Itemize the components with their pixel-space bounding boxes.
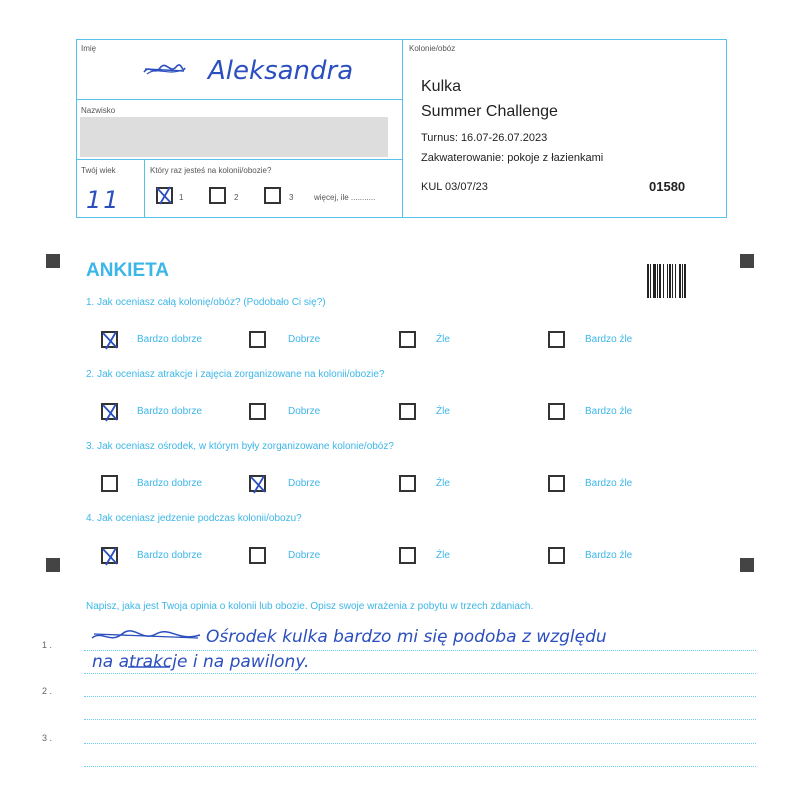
question-1-text: 1. Jak oceniasz całą kolonię/obóz? (Podobało Ci się?) (86, 297, 326, 308)
question-3-option-label-1: Bardzo dobrze (137, 478, 203, 489)
times-option-2: 2 (234, 193, 239, 202)
answer-line-2a (84, 696, 756, 697)
answer-text-line1[interactable]: Ośrodek kulka bardzo mi się podoba z względu (206, 627, 607, 647)
registration-mark-bottom-left (46, 558, 60, 572)
times-option-more: więcej, ile ........... (314, 193, 376, 202)
header-divider-surname (76, 159, 402, 160)
question-1-checkbox-2[interactable] (249, 331, 266, 348)
times-option-1: 1 (179, 193, 184, 202)
answer-line-3a (84, 743, 756, 744)
question-4-option-label-2: Dobrze (288, 550, 321, 561)
header-divider-name (76, 99, 402, 100)
name-scribble (142, 62, 186, 78)
question-2-text: 2. Jak oceniasz atrakcje i zajęcia zorganizowane na kolonii/obozie? (86, 369, 385, 380)
camp-name-line2: Summer Challenge (421, 103, 558, 120)
camp-turnus: Turnus: 16.07-26.07.2023 (421, 132, 548, 144)
question-2-check-mark (98, 400, 122, 424)
answer-line-2b (84, 719, 756, 720)
answer-strike-scribble (90, 628, 202, 646)
line-number-3: 3 . (42, 733, 53, 743)
question-3-option-label-2: Dobrze (288, 478, 321, 489)
question-3-option-label-3: Źle (436, 478, 450, 489)
camp-code: KUL 03/07/23 (421, 181, 488, 193)
question-2-checkbox-3[interactable] (399, 403, 416, 420)
question-2-option-label-1: Bardzo dobrze (137, 406, 203, 417)
question-1-option-label-4: Bardzo źle (585, 334, 633, 345)
times-label: Który raz jesteś na kolonii/obozie? (150, 166, 272, 175)
question-3-checkbox-4[interactable] (548, 475, 565, 492)
camp-number: 01580 (649, 179, 686, 194)
question-4-option-label-4: Bardzo źle (585, 550, 633, 561)
question-1-option-label-1: Bardzo dobrze (137, 334, 203, 345)
question-4-option-label-1: Bardzo dobrze (137, 550, 203, 561)
age-value[interactable]: 11 (86, 186, 121, 214)
surname-label: Nazwisko (81, 106, 116, 115)
times-checkbox-2[interactable] (209, 187, 226, 204)
question-1-checkbox-4[interactable] (548, 331, 565, 348)
question-3-text: 3. Jak oceniasz ośrodek, w którym były zorganizowane kolonie/obóz? (86, 441, 394, 452)
question-2-option-label-3: Źle (436, 406, 450, 417)
registration-mark-top-right (740, 254, 754, 268)
answer-text-line2[interactable]: na atrakcje i na pawilony. (92, 652, 310, 672)
question-4-checkbox-3[interactable] (399, 547, 416, 564)
question-4-checkbox-2[interactable] (249, 547, 266, 564)
answer-line-1a (84, 650, 756, 651)
times-check-mark (153, 184, 175, 206)
name-label: Imię (81, 44, 97, 53)
question-2-checkbox-4[interactable] (548, 403, 565, 420)
times-option-3: 3 (289, 193, 294, 202)
answer-line-3b (84, 766, 756, 767)
question-4-text: 4. Jak oceniasz jedzenie podczas kolonii/obozu? (86, 513, 302, 524)
question-2-checkbox-2[interactable] (249, 403, 266, 420)
question-3-check-mark (246, 472, 270, 496)
registration-mark-bottom-right (740, 558, 754, 572)
survey-title: ANKIETA (86, 260, 170, 281)
question-1-checkbox-3[interactable] (399, 331, 416, 348)
camp-accommodation: Zakwaterowanie: pokoje z łazienkami (421, 152, 604, 164)
opinion-prompt: Napisz, jaka jest Twoja opinia o kolonii lub obozie. Opisz swoje wrażenia z pobytu w trzech zdaniach. (86, 601, 534, 612)
question-3-checkbox-1[interactable] (101, 475, 118, 492)
times-checkbox-3[interactable] (264, 187, 281, 204)
question-3-checkbox-3[interactable] (399, 475, 416, 492)
line-number-1: 1 . (42, 640, 53, 650)
answer-line2-strike (127, 660, 171, 672)
header-divider-age (144, 159, 145, 218)
registration-mark-top-left (46, 254, 60, 268)
name-value[interactable]: Aleksandra (208, 56, 354, 86)
age-label: Twój wiek (81, 166, 116, 175)
question-3-option-label-4: Bardzo źle (585, 478, 633, 489)
question-1-check-mark (98, 328, 122, 352)
barcode (647, 264, 703, 298)
question-1-option-label-3: Źle (436, 334, 450, 345)
line-number-2: 2 . (42, 686, 53, 696)
camp-label: Kolonie/obóz (409, 44, 456, 53)
question-2-option-label-4: Bardzo źle (585, 406, 633, 417)
question-4-option-label-3: Źle (436, 550, 450, 561)
surname-redaction (80, 117, 388, 157)
question-1-option-label-2: Dobrze (288, 334, 321, 345)
question-4-checkbox-4[interactable] (548, 547, 565, 564)
header-divider-vertical (402, 39, 403, 218)
question-2-option-label-2: Dobrze (288, 406, 321, 417)
question-4-check-mark (98, 544, 122, 568)
camp-name-line1: Kulka (421, 78, 462, 95)
answer-line-1b (84, 673, 756, 674)
